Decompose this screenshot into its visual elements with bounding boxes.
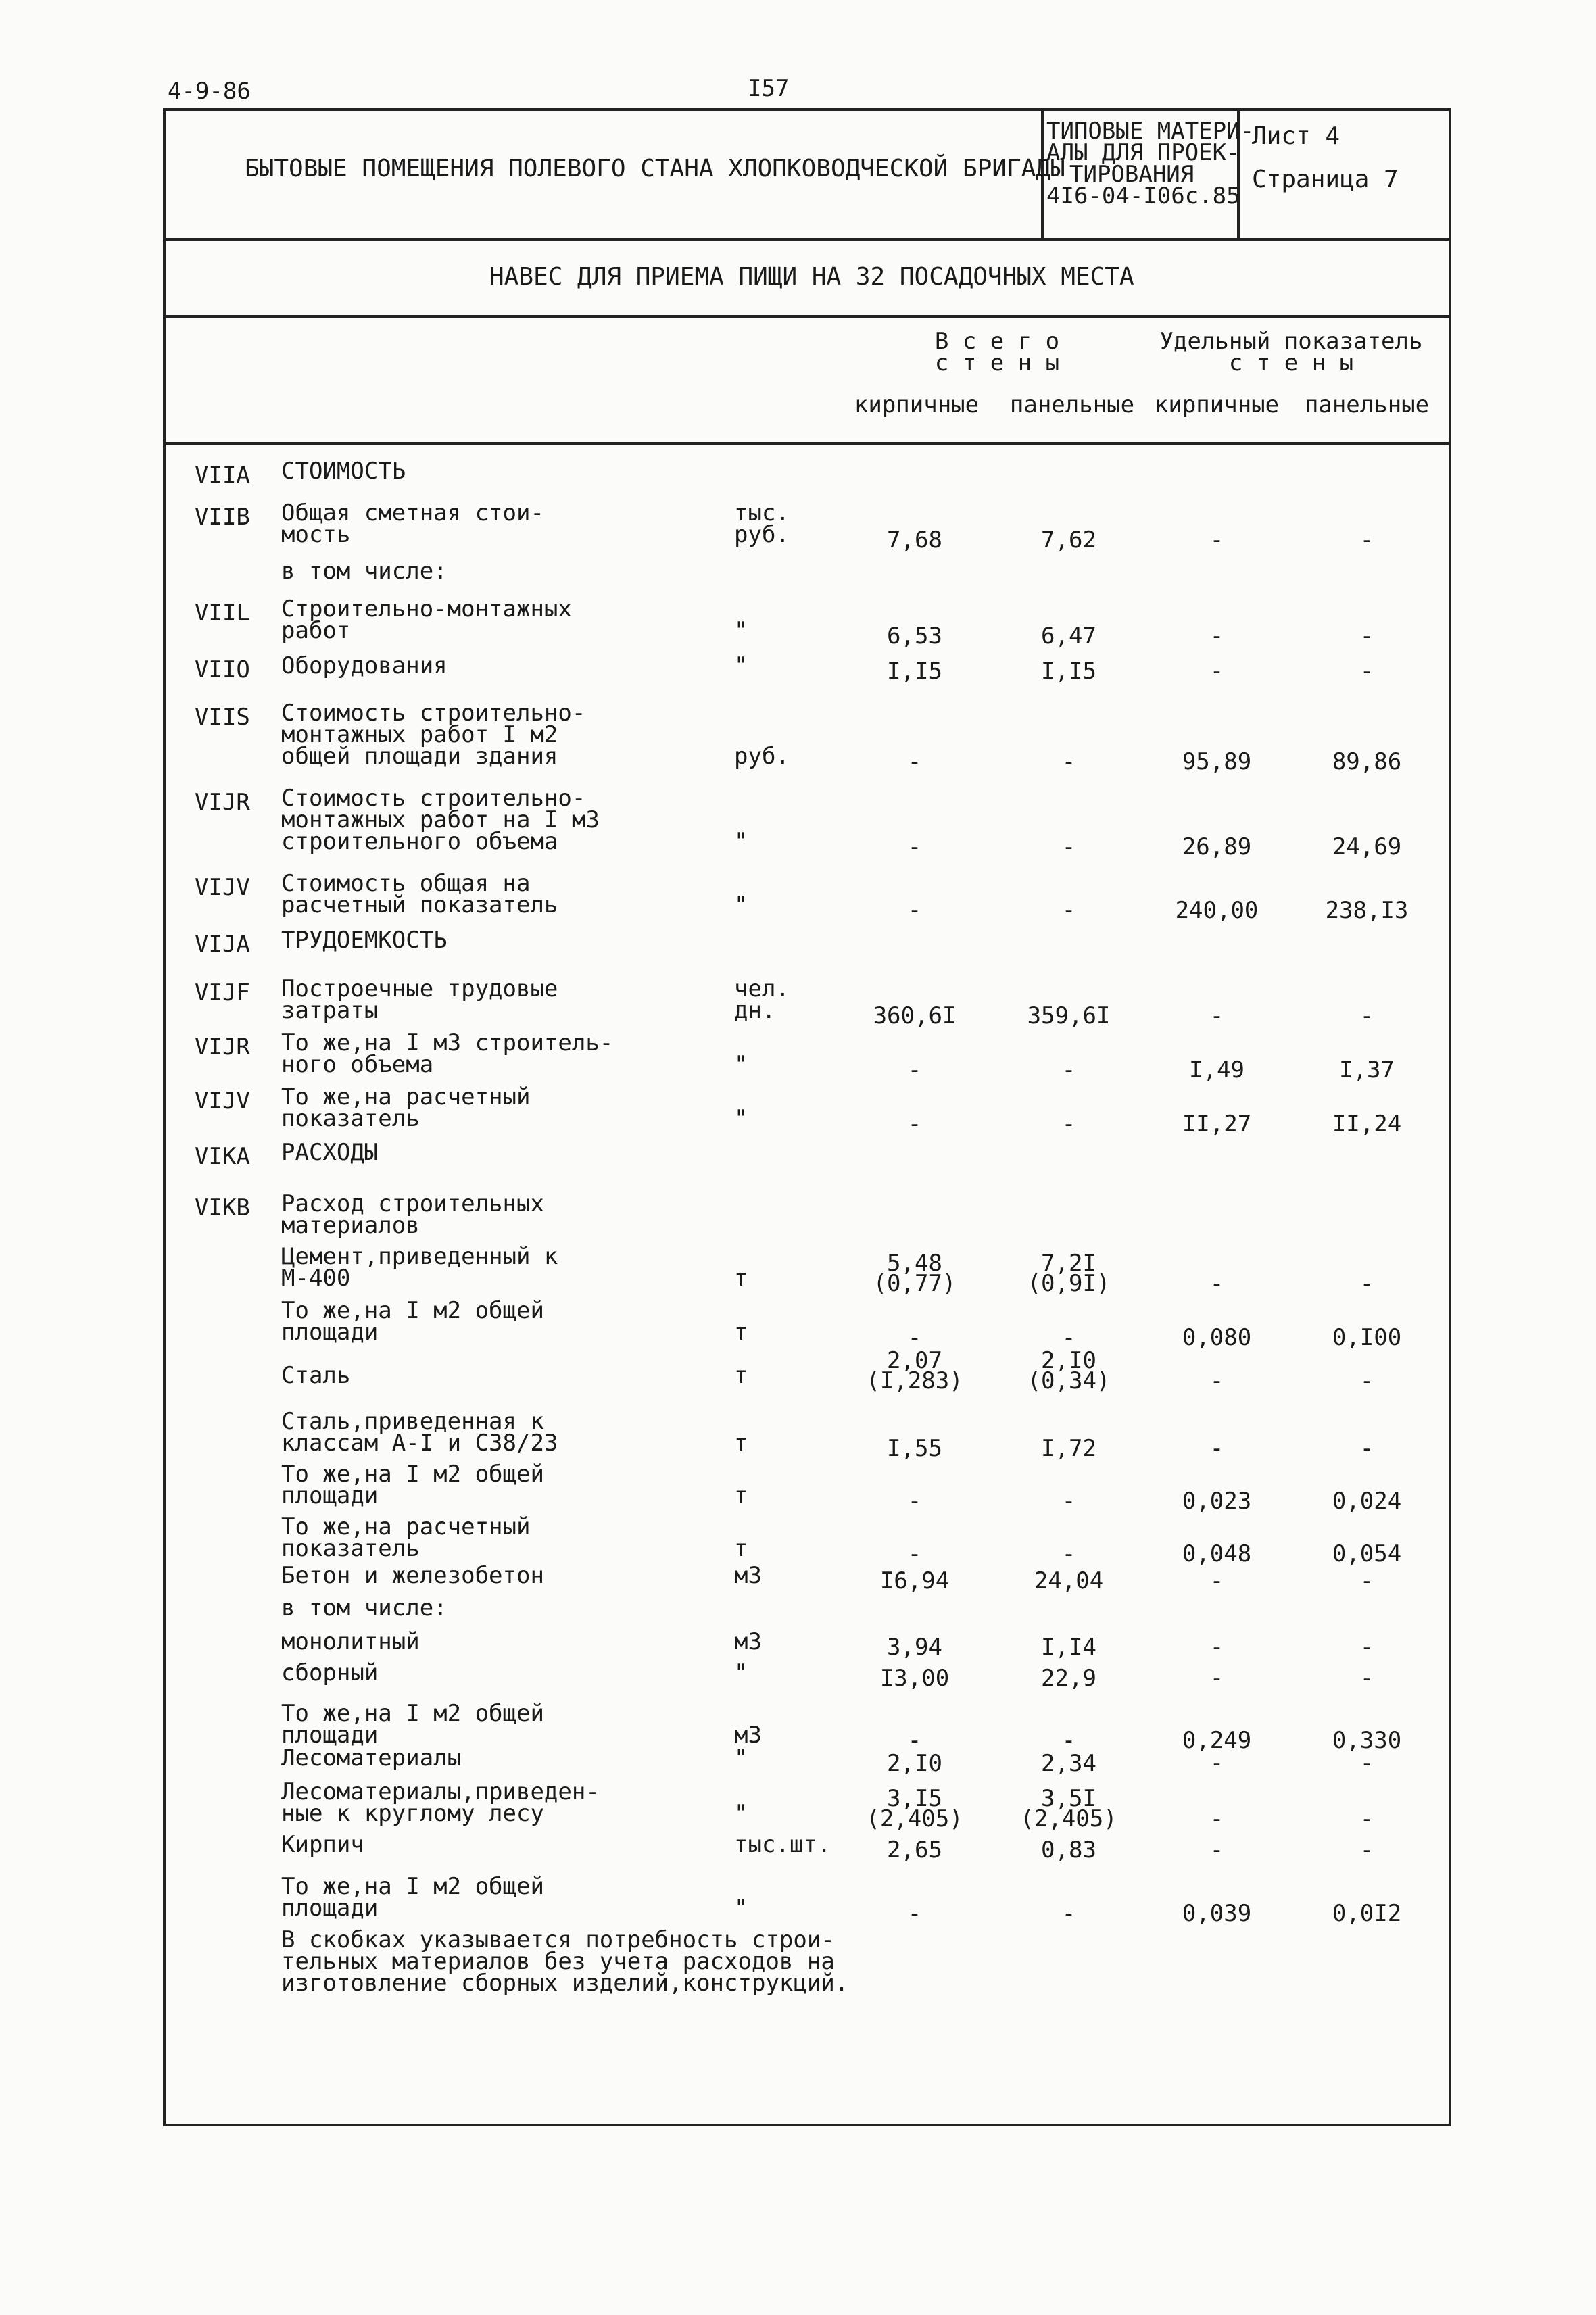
row-name: То же,на I м2 общей: [281, 1700, 544, 1727]
row-unit: т: [734, 1362, 748, 1389]
row-name: площади: [281, 1722, 379, 1749]
row-code: VIJR: [195, 789, 250, 816]
row-unit: ": [734, 1105, 748, 1132]
row-value: I,I4: [1041, 1634, 1096, 1661]
row-value: 24,04: [1034, 1567, 1104, 1594]
row-value: I,I5: [887, 658, 942, 685]
row-value: 359,6I: [1027, 1002, 1111, 1029]
row-value: -: [1061, 1727, 1076, 1754]
row-name: показатель: [281, 1535, 420, 1562]
footnote-line-2: тельных материалов без учета расходов на: [281, 1948, 835, 1975]
row-value: 0,0I2: [1332, 1900, 1402, 1927]
row-value: 0,054: [1332, 1540, 1402, 1567]
row-value: 95,89: [1182, 748, 1252, 775]
row-value: 0,249: [1182, 1727, 1252, 1754]
row-unit: дн.: [734, 997, 776, 1024]
row-value: 2,I0: [887, 1750, 942, 1777]
row-name: То же,на I м2 общей: [281, 1873, 544, 1900]
row-name: Стоимость общая на: [281, 870, 531, 897]
row-name: в том числе:: [281, 558, 448, 585]
row-value: 6,53: [887, 623, 942, 650]
total-header-1: В с е г о: [934, 328, 1060, 355]
total-header-2: с т е н ы: [934, 349, 1060, 376]
row-name: затраты: [281, 997, 379, 1024]
row-unit: тыс.шт.: [734, 1831, 831, 1858]
row-unit: руб.: [734, 743, 790, 770]
row-name: Лесоматериалы: [281, 1745, 462, 1772]
row-name: работ: [281, 617, 351, 644]
row-name: Стоимость строительно-: [281, 700, 586, 727]
row-value: 0,024: [1332, 1488, 1402, 1515]
row-value-paren: (0,34): [1027, 1367, 1111, 1394]
row-unit: т: [734, 1319, 748, 1346]
row-value: I,I5: [1041, 658, 1096, 685]
col-brick-header: кирпичные: [854, 391, 980, 418]
row-value: -: [907, 1324, 922, 1351]
row-value: II,27: [1182, 1111, 1252, 1138]
row-value: 0,039: [1182, 1900, 1252, 1927]
row-name: ного объема: [281, 1051, 434, 1078]
page-label: Страница 7: [1252, 166, 1399, 193]
row-unit: ": [734, 652, 748, 679]
row-value: 0,330: [1332, 1727, 1402, 1754]
document-title: БЫТОВЫЕ ПОМЕЩЕНИЯ ПОЛЕВОГО СТАНА ХЛОПКОВОДЧЕСКОЙ БРИГАДЫ: [245, 155, 1065, 182]
row-name: Общая сметная стои-: [281, 499, 544, 527]
row-name: Сталь,приведенная к: [281, 1408, 544, 1435]
row-value: 0,83: [1041, 1836, 1096, 1863]
row-unit: тыс.: [734, 499, 790, 527]
row-value: 0,048: [1182, 1540, 1252, 1567]
row-value: -: [1061, 833, 1076, 860]
row-value: -: [907, 1488, 922, 1515]
row-name: показатель: [281, 1105, 420, 1132]
row-value: 2,I0: [1041, 1347, 1096, 1374]
row-value: -: [1209, 1634, 1224, 1661]
row-name: Цемент,приведенный к: [281, 1243, 558, 1270]
row-value: -: [1209, 623, 1224, 650]
row-value: 360,6I: [873, 1002, 957, 1029]
row-unit: ": [734, 892, 748, 919]
row-value: -: [1359, 1270, 1374, 1297]
row-unit: ": [734, 1895, 748, 1922]
row-name: мость: [281, 521, 351, 548]
series-label: [1046, 118, 1255, 210]
row-value: -: [1061, 897, 1076, 924]
subtitle: НАВЕС ДЛЯ ПРИЕМА ПИЩИ НА 32 ПОСАДОЧНЫХ МЕСТА: [489, 263, 1134, 291]
row-value: -: [1061, 748, 1076, 775]
row-unit: ": [734, 828, 748, 855]
row-code: VIKA: [195, 1143, 250, 1170]
row-value: -: [1359, 1567, 1374, 1594]
row-value: -: [1359, 1836, 1374, 1863]
row-unit: ": [734, 1745, 748, 1772]
row-value: -: [1209, 1750, 1224, 1777]
row-unit: т: [734, 1535, 748, 1562]
row-code: VIJV: [195, 1088, 250, 1115]
row-value: 5,48: [887, 1250, 942, 1277]
row-value: 3,94: [887, 1634, 942, 1661]
row-code: VIJF: [195, 979, 250, 1006]
col-panel-specific-header: панельные: [1304, 391, 1430, 418]
row-value: 0,023: [1182, 1488, 1252, 1515]
row-code: VIJR: [195, 1033, 250, 1061]
row-name: общей площади здания: [281, 743, 558, 770]
row-name: То же,на I м2 общей: [281, 1297, 544, 1324]
row-value: I3,00: [879, 1665, 950, 1692]
row-name: СТОИМОСТЬ: [281, 458, 406, 485]
row-value: -: [907, 897, 922, 924]
page-code: 4-9-86: [168, 78, 251, 105]
row-code: VIJA: [195, 931, 250, 958]
header-bottom-rule: [163, 238, 1451, 241]
row-name: монолитный: [281, 1628, 420, 1655]
row-code: VIIL: [195, 600, 250, 627]
row-unit: чел.: [734, 975, 790, 1002]
row-value: 3,5I: [1041, 1785, 1096, 1812]
column-header-bottom-rule: [163, 442, 1451, 445]
row-code: VIIA: [195, 462, 250, 489]
row-value: -: [1209, 1665, 1224, 1692]
row-unit: ": [734, 617, 748, 644]
subtitle-bottom-rule: [163, 315, 1451, 318]
row-value: 26,89: [1182, 833, 1252, 860]
row-name: классам А-I и С38/23: [281, 1430, 558, 1457]
row-name: Лесоматериалы,приведен-: [281, 1778, 600, 1805]
row-value: 0,I00: [1332, 1324, 1402, 1351]
row-value: -: [1209, 1567, 1224, 1594]
footnote-line-3: изготовление сборных изделий,конструкций.: [281, 1970, 849, 1997]
row-unit: м3: [734, 1722, 762, 1749]
row-value: 2,07: [887, 1347, 942, 1374]
row-value: 2,34: [1041, 1750, 1096, 1777]
row-value: -: [1209, 1805, 1224, 1832]
row-value: -: [1359, 1634, 1374, 1661]
footnote-line-1: В скобках указывается потребность строи-: [281, 1926, 835, 1953]
row-value: I,37: [1339, 1056, 1395, 1083]
row-value: 0,080: [1182, 1324, 1252, 1351]
row-name: материалов: [281, 1212, 420, 1239]
series-line-3: ТИРОВАНИЯ: [1069, 161, 1194, 188]
row-code: VIIB: [195, 504, 250, 531]
row-name: Сталь: [281, 1362, 351, 1389]
row-value: -: [1061, 1488, 1076, 1515]
row-value: 7,68: [887, 527, 942, 554]
row-name: РАСХОДЫ: [281, 1139, 379, 1166]
row-value: 7,62: [1041, 527, 1096, 554]
row-value: -: [1359, 1805, 1374, 1832]
row-unit: т: [734, 1482, 748, 1509]
row-value: I,49: [1189, 1056, 1244, 1083]
row-value: -: [1359, 1435, 1374, 1462]
row-name: Бетон и железобетон: [281, 1562, 544, 1589]
row-value: -: [907, 1540, 922, 1567]
row-name: расчетный показатель: [281, 892, 558, 919]
row-name: Стоимость строительно-: [281, 785, 586, 812]
page-number: I57: [748, 75, 790, 102]
row-name: М-400: [281, 1265, 351, 1292]
row-name: сборный: [281, 1659, 379, 1686]
row-value: -: [1209, 527, 1224, 554]
row-value: -: [907, 1727, 922, 1754]
row-value: -: [1359, 1750, 1374, 1777]
row-name: Оборудования: [281, 652, 448, 679]
row-code: VIJV: [195, 874, 250, 901]
row-value: -: [1359, 1665, 1374, 1692]
row-value: -: [907, 833, 922, 860]
row-value: I6,94: [879, 1567, 950, 1594]
row-value: -: [907, 1900, 922, 1927]
row-unit: руб.: [734, 521, 790, 548]
row-name: Кирпич: [281, 1831, 364, 1858]
row-value: 240,00: [1175, 897, 1259, 924]
row-name: в том числе:: [281, 1594, 448, 1622]
row-name: То же,на расчетный: [281, 1513, 531, 1540]
row-unit: м3: [734, 1628, 762, 1655]
row-value: -: [1359, 527, 1374, 554]
row-name: площади: [281, 1895, 379, 1922]
row-value: -: [1209, 1367, 1224, 1394]
row-value: -: [1209, 658, 1224, 685]
series-line-2: АЛЫ ДЛЯ ПРОЕК-: [1046, 139, 1240, 166]
row-name: монтажных работ на I м3: [281, 806, 600, 833]
row-unit: м3: [734, 1562, 762, 1589]
row-value: -: [1209, 1435, 1224, 1462]
row-value: -: [1209, 1002, 1224, 1029]
row-name: Расход строительных: [281, 1190, 544, 1217]
row-value: I,55: [887, 1435, 942, 1462]
specific-header-1: Удельный показатель: [1159, 328, 1423, 355]
row-name: Строительно-монтажных: [281, 595, 572, 623]
row-name: монтажных работ I м2: [281, 721, 558, 748]
row-value: 3,I5: [887, 1785, 942, 1812]
row-code: VIIO: [195, 656, 250, 683]
row-value-paren: (0,9I): [1027, 1270, 1111, 1297]
row-value: -: [1359, 658, 1374, 685]
row-unit: т: [734, 1430, 748, 1457]
row-unit: ": [734, 1051, 748, 1078]
sheet-label: Лист 4: [1252, 122, 1340, 150]
row-value: I,72: [1041, 1435, 1096, 1462]
row-value: -: [1209, 1270, 1224, 1297]
row-name: Построечные трудовые: [281, 975, 558, 1002]
footnote: [281, 1926, 849, 1997]
row-name: То же,на I м2 общей: [281, 1461, 544, 1488]
row-name: ные к круглому лесу: [281, 1800, 544, 1827]
row-value: -: [907, 1056, 922, 1083]
series-line-4: 4I6-04-I06с.85: [1046, 182, 1240, 210]
row-value: -: [1061, 1900, 1076, 1927]
row-value-paren: (2,405): [866, 1805, 963, 1832]
row-value: -: [1359, 1002, 1374, 1029]
row-value: -: [1209, 1836, 1224, 1863]
row-code: VIIS: [195, 704, 250, 731]
series-line-1: ТИПОВЫЕ МАТЕРИ-: [1046, 118, 1255, 145]
row-value-paren: (2,405): [1020, 1805, 1117, 1832]
row-value: 238,I3: [1325, 897, 1409, 924]
row-value: 2,65: [887, 1836, 942, 1863]
row-value: -: [1061, 1056, 1076, 1083]
row-value: 6,47: [1041, 623, 1096, 650]
row-name: ТРУДОЕМКОСТЬ: [281, 927, 448, 954]
row-name: То же,на I м3 строитель-: [281, 1029, 614, 1056]
row-value-paren: (I,283): [866, 1367, 963, 1394]
row-value: 22,9: [1041, 1665, 1096, 1692]
row-value: 89,86: [1332, 748, 1402, 775]
col-panel-header: панельные: [1009, 391, 1135, 418]
row-unit: ": [734, 1659, 748, 1686]
row-value: II,24: [1332, 1111, 1402, 1138]
row-unit: ": [734, 1800, 748, 1827]
row-value: -: [907, 1111, 922, 1138]
row-value: -: [1061, 1540, 1076, 1567]
row-value: -: [1061, 1324, 1076, 1351]
row-name: строительного объема: [281, 828, 558, 855]
row-value: -: [1359, 623, 1374, 650]
col-brick-specific-header: кирпичные: [1154, 391, 1280, 418]
row-value: -: [1359, 1367, 1374, 1394]
specific-header-2: с т е н ы: [1228, 349, 1354, 376]
row-value: -: [907, 748, 922, 775]
row-value-paren: (0,77): [873, 1270, 957, 1297]
row-code: VIKB: [195, 1194, 250, 1221]
row-value: -: [1061, 1111, 1076, 1138]
row-value: 7,2I: [1041, 1250, 1096, 1277]
row-name: площади: [281, 1482, 379, 1509]
row-name: То же,на расчетный: [281, 1083, 531, 1111]
row-unit: т: [734, 1265, 748, 1292]
row-name: площади: [281, 1319, 379, 1346]
row-value: 24,69: [1332, 833, 1402, 860]
